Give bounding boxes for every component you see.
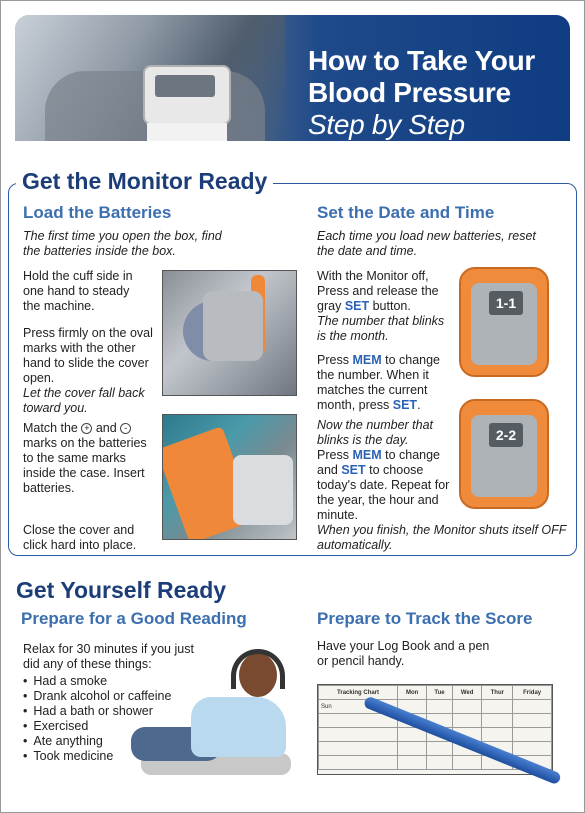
lcd-day: 2-2 — [489, 423, 523, 447]
monitor-section-heading: Get the Monitor Ready — [16, 168, 273, 195]
title-line-1: How to Take Your — [308, 45, 536, 76]
list-item: • Had a smoke — [23, 674, 223, 689]
monitor-photo — [143, 65, 231, 125]
list-item: • Took medicine — [23, 749, 223, 764]
batteries-step-2-text: Press firmly on the oval marks with the other hand to slide the cover open. — [23, 326, 153, 385]
day-label: Tue — [427, 686, 453, 700]
datetime-heading: Set the Date and Time — [317, 203, 495, 222]
day-label: Mon — [398, 686, 427, 700]
datetime-step-3-note: Now the number that blinks is the day. — [317, 418, 434, 447]
monitor-device-photo-day — [459, 399, 549, 509]
batteries-step-3 — [23, 421, 153, 496]
list-item: • Ate anything — [23, 734, 223, 749]
batteries-step-2-note: Let the cover fall back toward you. — [23, 386, 145, 415]
datetime-step-2-c: . — [417, 398, 421, 412]
relaxing-man-photo — [131, 641, 291, 781]
datetime-step-3-a: Press — [317, 448, 349, 462]
batteries-step-3-b: and — [95, 421, 117, 435]
day-label: Wed — [452, 686, 482, 700]
cuff-photo — [147, 123, 227, 141]
track-heading: Prepare to Track the Score — [317, 609, 533, 628]
batteries-heading: Load the Batteries — [23, 203, 172, 222]
datetime-step-1-b: button. — [372, 299, 411, 313]
set-label: SET — [344, 299, 370, 313]
datetime-intro: Each time you load new batteries, reset the date and time. — [317, 229, 536, 258]
headphones-icon — [231, 649, 285, 689]
monitor-device-photo-month — [459, 267, 549, 377]
track-text: Have your Log Book and a pen or pencil handy. — [317, 639, 490, 668]
header-banner — [15, 15, 570, 141]
lcd-month: 1-1 — [489, 291, 523, 315]
datetime-step-2 — [317, 353, 449, 413]
mem-label: MEM — [352, 353, 382, 367]
list-item: • Exercised — [23, 719, 223, 734]
set-label: SET — [341, 463, 366, 477]
yourself-heading: Get Yourself Ready — [16, 577, 227, 603]
title-line-2: Blood Pressure — [308, 77, 511, 108]
tracking-chart-title: Tracking Chart — [319, 686, 398, 700]
list-item: • Had a bath or shower — [23, 704, 223, 719]
batteries-step-3-a: Match the — [23, 421, 78, 435]
page-title — [308, 45, 535, 141]
day-label: Sun — [319, 700, 398, 714]
datetime-step-2-b: to change the number. When it matches the current month, press — [317, 353, 441, 412]
datetime-step-3-b: to change and — [317, 448, 441, 477]
datetime-step-3-c: to choose today's date. Repeat for the year, the hour and minute. — [317, 463, 450, 522]
plus-symbol: + — [81, 423, 92, 434]
banner-photo — [15, 15, 285, 141]
title-line-3: Step by Step — [308, 109, 465, 140]
datetime-step-1 — [317, 269, 449, 344]
list-item: • Drank alcohol or caffeine — [23, 689, 223, 704]
datetime-finish: When you finish, the Monitor shuts itself OFF automatically. — [317, 523, 567, 552]
datetime-step-1-a: With the Monitor off, Press and release the gray — [317, 269, 439, 313]
batteries-step-3-c: marks on the batteries to the same marks inside the case. Insert batteries. — [23, 436, 147, 495]
minus-symbol: - — [120, 423, 131, 434]
reading-intro: Relax for 30 minutes if you just did any of these things: — [23, 642, 194, 671]
datetime-step-3 — [317, 418, 455, 523]
set-label: SET — [392, 398, 418, 412]
datetime-step-2-a: Press — [317, 353, 349, 367]
batteries-step-2 — [23, 326, 153, 416]
batteries-intro: The first time you open the box, find the batteries inside the box. — [23, 229, 222, 258]
batteries-step-1: Hold the cuff side in one hand to steady the machine. — [23, 269, 133, 313]
battery-cover-photo — [162, 270, 297, 396]
insert-batteries-photo — [162, 414, 297, 540]
datetime-step-1-note: The number that blinks is the month. — [317, 314, 445, 343]
day-label: Thur — [482, 686, 513, 700]
reading-heading: Prepare for a Good Reading — [21, 609, 247, 628]
day-label: Friday — [513, 686, 552, 700]
mem-label: MEM — [352, 448, 382, 462]
batteries-step-4: Close the cover and click hard into place. — [23, 523, 137, 552]
